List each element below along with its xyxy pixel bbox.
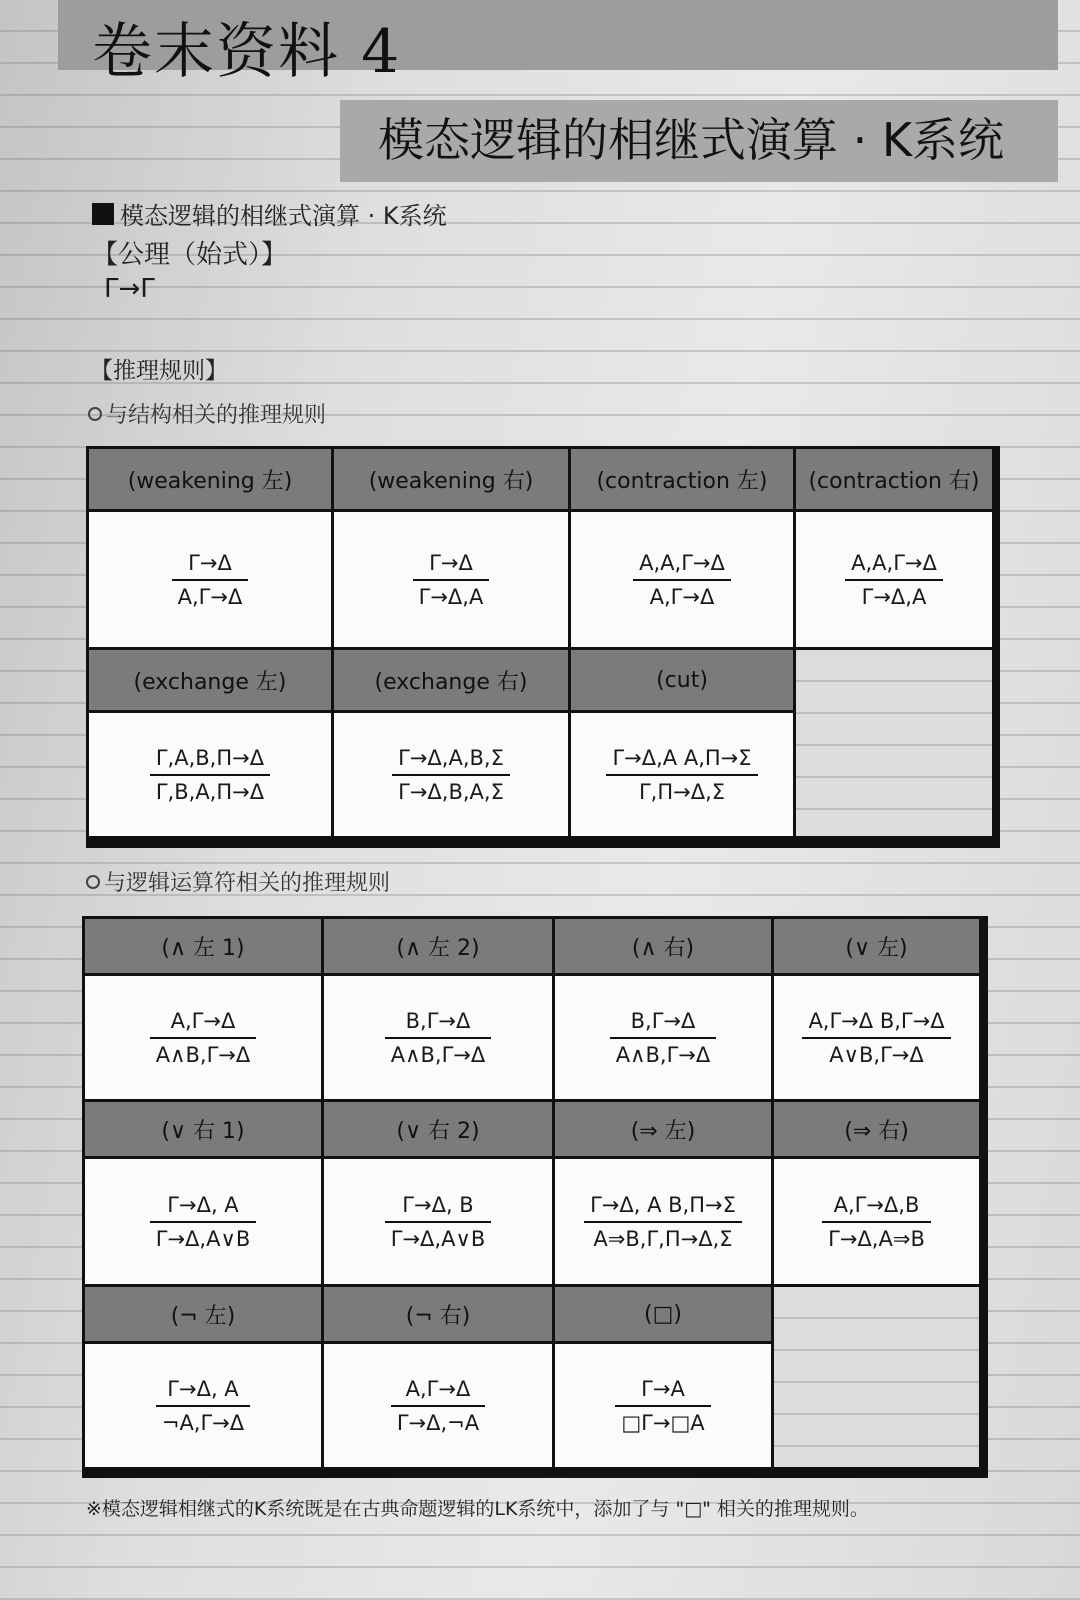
rule-name: (¬ 右): [324, 1287, 552, 1344]
rule-premise: B,Γ→Δ: [630, 1008, 696, 1033]
rule-conclusion: Γ→Δ,B,A,Σ: [398, 779, 504, 804]
rule-conclusion: A∧B,Γ→Δ: [155, 1042, 251, 1067]
rule-cell: [324, 1102, 552, 1284]
rule-body: [89, 512, 331, 647]
rule-cell: [796, 449, 992, 647]
rule-name: (contraction 右): [796, 449, 992, 512]
rule-body: [85, 976, 321, 1099]
rule-conclusion: A,Γ→Δ: [649, 584, 715, 609]
inference-fraction: [802, 1009, 950, 1067]
rule-name: (weakening 右): [334, 449, 568, 512]
rule-conclusion: Γ→Δ,A⇒B: [828, 1226, 925, 1251]
rule-body: [334, 512, 568, 647]
rule-premise: Γ→Δ: [188, 550, 232, 575]
rule-premise: A,A,Γ→Δ: [851, 550, 937, 575]
rule-cell: [774, 1102, 979, 1284]
rule-premise: A,Γ→Δ: [405, 1376, 471, 1401]
inference-fraction: [385, 1193, 491, 1251]
structural-rules-label-text: 与结构相关的推理规则: [106, 403, 327, 428]
logical-rules-table: [82, 916, 988, 1478]
inference-fraction: [615, 1377, 710, 1435]
rule-conclusion: A,Γ→Δ: [177, 584, 243, 609]
inference-fraction: [606, 746, 757, 804]
rule-premise: A,Γ→Δ: [170, 1008, 236, 1033]
axiom-formula: Γ→Γ: [104, 274, 155, 304]
rule-conclusion: A∨B,Γ→Δ: [829, 1042, 924, 1067]
inference-fraction: [150, 746, 270, 804]
rule-body: [89, 713, 331, 836]
rule-cell: [85, 1287, 321, 1467]
rule-cell: [774, 919, 979, 1099]
rule-name: (¬ 左): [85, 1287, 321, 1344]
rule-cell: [89, 449, 331, 647]
rule-name: (∨ 右 1): [85, 1102, 321, 1159]
rule-body: [555, 1159, 771, 1284]
inference-fraction: [392, 746, 510, 804]
empty-cell: [774, 1287, 979, 1467]
rule-body: [324, 976, 552, 1099]
logical-rules-label: [86, 866, 390, 897]
rule-body: [774, 1159, 979, 1284]
rule-cell: [555, 1102, 771, 1284]
rule-conclusion: A∧B,Γ→Δ: [615, 1042, 711, 1067]
rule-premise: Γ→Δ,A A,Π→Σ: [612, 745, 752, 770]
rule-name: (⇒ 右): [774, 1102, 979, 1159]
rule-name: (exchange 右): [334, 650, 568, 713]
footnote: ※模态逻辑相继式的K系统既是在古典命题逻辑的LK系统中，添加了与 "□" 相关的推理规则。: [86, 1498, 869, 1520]
rule-premise: Γ→Δ,A,B,Σ: [398, 745, 504, 770]
rule-name: (□): [555, 1287, 771, 1344]
rule-cell: [85, 919, 321, 1099]
rule-name: (∨ 右 2): [324, 1102, 552, 1159]
rule-cell: [334, 449, 568, 647]
rule-cell: [85, 1102, 321, 1284]
rule-body: [555, 1344, 771, 1467]
rule-body: [85, 1159, 321, 1284]
inference-fraction: [391, 1377, 485, 1435]
rule-name: (weakening 左): [89, 449, 331, 512]
rule-premise: Γ→Δ: [429, 550, 473, 575]
rule-body: [796, 512, 992, 647]
rule-conclusion: Γ→Δ,A∨B: [390, 1226, 486, 1251]
logical-rules-label-text: 与逻辑运算符相关的推理规则: [104, 871, 391, 896]
rule-conclusion: Γ→Δ,A: [418, 584, 484, 609]
inference-fraction: [610, 1009, 716, 1067]
rule-cell: [571, 650, 793, 836]
rule-premise: A,Γ→Δ,B: [833, 1192, 920, 1217]
rule-body: [571, 713, 793, 836]
rule-conclusion: A⇒B,Γ,Π→Δ,Σ: [593, 1226, 733, 1251]
rule-conclusion: □Γ→□A: [621, 1410, 705, 1435]
rule-premise: Γ→A: [641, 1376, 685, 1401]
rule-conclusion: ¬A,Γ→Δ: [161, 1410, 245, 1435]
rule-name: (cut): [571, 650, 793, 713]
inference-fraction: [156, 1377, 250, 1435]
section-heading: [92, 196, 447, 231]
rule-conclusion: Γ→Δ,¬A: [396, 1410, 480, 1435]
empty-cell: [796, 650, 992, 836]
circle-icon: [86, 875, 100, 889]
structural-rules-table: [86, 446, 1000, 848]
rule-conclusion: Γ,B,A,Π→Δ: [155, 779, 265, 804]
rule-premise: Γ→Δ, A B,Π→Σ: [590, 1192, 736, 1217]
rule-conclusion: Γ→Δ,A: [861, 584, 927, 609]
rule-conclusion: Γ,Π→Δ,Σ: [638, 779, 726, 804]
rule-premise: Γ→Δ, A: [167, 1192, 239, 1217]
inference-fraction: [172, 551, 249, 609]
rule-name: (∧ 左 1): [85, 919, 321, 976]
rule-cell: [334, 650, 568, 836]
rule-cell: [555, 919, 771, 1099]
rule-cell: [571, 449, 793, 647]
rule-name: (exchange 左): [89, 650, 331, 713]
rule-premise: Γ→Δ, B: [402, 1192, 474, 1217]
rule-premise: Γ→Δ, A: [167, 1376, 239, 1401]
rules-label: 【推理规则】: [90, 358, 228, 384]
rule-body: [85, 1344, 321, 1467]
rule-name: (contraction 左): [571, 449, 793, 512]
rule-premise: A,A,Γ→Δ: [639, 550, 725, 575]
rule-conclusion: Γ→Δ,A∨B: [155, 1226, 251, 1251]
rule-cell: [89, 650, 331, 836]
inference-fraction: [633, 551, 731, 609]
rule-cell: [324, 1287, 552, 1467]
rule-body: [334, 713, 568, 836]
chapter-title: 模态逻辑的相继式演算 · K系统: [378, 113, 1005, 167]
axiom-label: 【公理（始式）】: [92, 240, 288, 270]
rule-name: (⇒ 左): [555, 1102, 771, 1159]
structural-rules-label: [88, 398, 326, 429]
black-square-icon: [92, 203, 114, 225]
rule-premise: A,Γ→Δ B,Γ→Δ: [808, 1008, 945, 1033]
inference-fraction: [150, 1009, 256, 1067]
rule-body: [324, 1159, 552, 1284]
inference-fraction: [385, 1009, 491, 1067]
rule-body: [774, 976, 979, 1099]
rule-conclusion: A∧B,Γ→Δ: [390, 1042, 486, 1067]
inference-fraction: [150, 1193, 256, 1251]
rule-body: [571, 512, 793, 647]
inference-fraction: [413, 551, 490, 609]
inference-fraction: [822, 1193, 931, 1251]
rule-body: [324, 1344, 552, 1467]
section-heading-text: 模态逻辑的相继式演算 · K系统: [120, 202, 447, 230]
rule-premise: Γ,A,B,Π→Δ: [155, 745, 265, 770]
rule-body: [555, 976, 771, 1099]
rule-name: (∧ 右): [555, 919, 771, 976]
volume-title: 卷末资料 4: [92, 17, 402, 87]
inference-fraction: [845, 551, 943, 609]
circle-icon: [88, 407, 102, 421]
inference-fraction: [584, 1193, 742, 1251]
rule-cell: [324, 919, 552, 1099]
rule-cell: [555, 1287, 771, 1467]
rule-name: (∨ 左): [774, 919, 979, 976]
rule-premise: B,Γ→Δ: [405, 1008, 471, 1033]
rule-name: (∧ 左 2): [324, 919, 552, 976]
